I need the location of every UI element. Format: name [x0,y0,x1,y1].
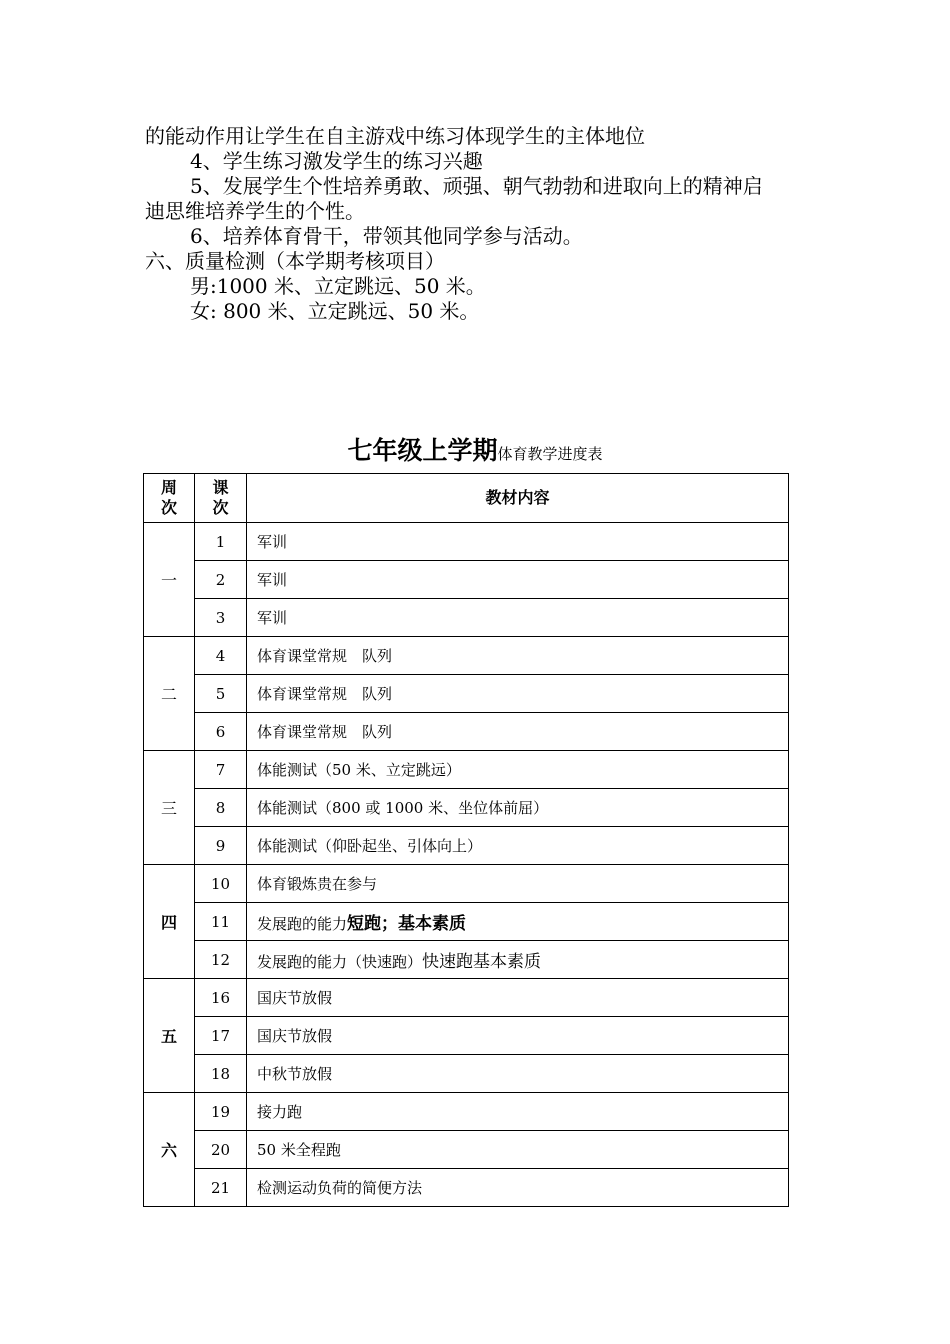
content-cell: 体能测试（50 米、立定跳远） [247,751,789,789]
content-cell [247,903,789,941]
header-week-line1: 周 [160,478,177,497]
lesson-cell: 18 [195,1055,247,1093]
week-cell: 五 [144,979,195,1093]
table-row [144,523,789,561]
text-line: 男:1000 米、立定跳远、50 米。 [190,274,486,298]
content-text-extra: 快速跑基本素质 [422,952,542,972]
table-row [144,561,789,599]
content-cell: 接力跑 [247,1093,789,1131]
content-cell: 体育课堂常规 队列 [247,713,789,751]
lesson-cell: 7 [195,751,247,789]
table-row [144,1017,789,1055]
table-row [144,865,789,903]
week-cell: 二 [144,637,195,751]
text-line: 迪思维培养学生的个性。 [145,199,365,223]
content-cell: 军训 [247,599,789,637]
table-row [144,979,789,1017]
lesson-cell: 9 [195,827,247,865]
lesson-cell: 17 [195,1017,247,1055]
lesson-cell: 1 [195,523,247,561]
content-text: 发展跑的能力（快速跑） [257,953,423,971]
content-cell: 体育课堂常规 队列 [247,675,789,713]
lesson-cell: 8 [195,789,247,827]
header-lesson-line2: 次 [212,498,229,517]
content-cell: 检测运动负荷的简便方法 [247,1169,789,1207]
content-cell: 中秋节放假 [247,1055,789,1093]
lesson-cell: 11 [195,903,247,941]
table-row [144,637,789,675]
section-heading: 六、质量检测（本学期考核项目） [145,249,445,273]
content-cell [247,941,789,979]
lesson-cell: 12 [195,941,247,979]
text-line: 的能动作用让学生在自主游戏中练习体现学生的主体地位 [145,124,645,148]
content-cell: 体能测试（800 或 1000 米、坐位体前屈） [247,789,789,827]
content-text: 发展跑的能力 [257,915,348,933]
table-row [144,903,789,941]
text-line: 6、培养体育骨干，带领其他同学参与活动。 [190,224,583,248]
table-row [144,827,789,865]
week-cell: 六 [144,1093,195,1207]
header-lesson-line1: 课 [212,478,229,497]
content-cell: 军训 [247,561,789,599]
content-cell: 体能测试（仰卧起坐、引体向上） [247,827,789,865]
week-cell: 四 [144,865,195,979]
table-title [0,431,950,467]
header-week [144,474,195,523]
table-row [144,675,789,713]
content-cell: 国庆节放假 [247,1017,789,1055]
table-title-main: 七年级上学期 [347,436,498,465]
table-row [144,751,789,789]
week-cell: 三 [144,751,195,865]
table-title-sub: 体育教学进度表 [497,445,603,463]
content-cell: 体育锻炼贵在参与 [247,865,789,903]
lesson-cell: 21 [195,1169,247,1207]
table-row [144,1169,789,1207]
lesson-cell: 4 [195,637,247,675]
content-cell: 国庆节放假 [247,979,789,1017]
body-paragraphs [145,124,815,324]
week-cell: 一 [144,523,195,637]
text-line: 女: 800 米、立定跳远、50 米。 [190,299,480,323]
content-cell: 50 米全程跑 [247,1131,789,1169]
table-header-row [144,474,789,523]
table-row [144,941,789,979]
lesson-cell: 20 [195,1131,247,1169]
table-row [144,789,789,827]
table-row [144,1093,789,1131]
lesson-cell: 19 [195,1093,247,1131]
header-week-line2: 次 [160,498,177,517]
text-line: 4、学生练习激发学生的练习兴趣 [190,149,483,173]
content-cell: 体育课堂常规 队列 [247,637,789,675]
lesson-cell: 6 [195,713,247,751]
table-row [144,599,789,637]
header-content: 教材内容 [247,474,789,523]
table-row [144,1131,789,1169]
lesson-cell: 2 [195,561,247,599]
text-line: 5、发展学生个性培养勇敢、顽强、朝气勃勃和进取向上的精神启 [190,174,763,198]
schedule-table [143,473,789,1207]
content-cell: 军训 [247,523,789,561]
header-lesson [195,474,247,523]
lesson-cell: 16 [195,979,247,1017]
table-row [144,1055,789,1093]
lesson-cell: 3 [195,599,247,637]
content-text-emphasis: 短跑；基本素质 [347,914,467,934]
lesson-cell: 5 [195,675,247,713]
lesson-cell: 10 [195,865,247,903]
table-row [144,713,789,751]
